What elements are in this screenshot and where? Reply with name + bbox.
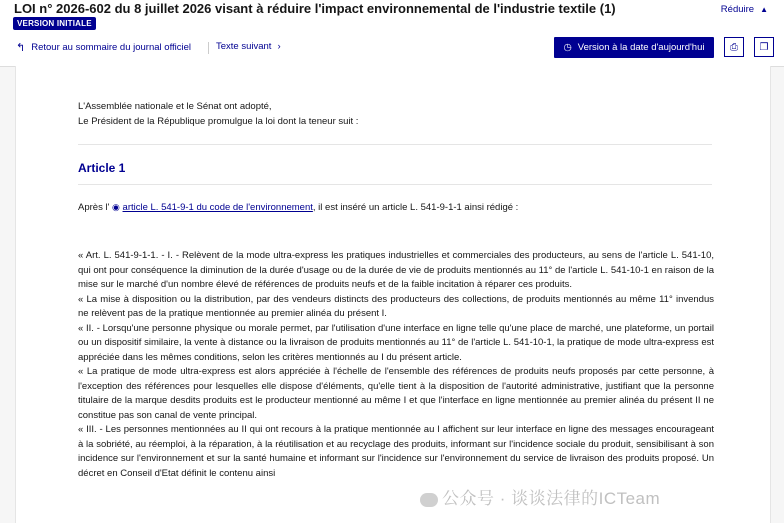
- watermark: [420, 484, 660, 509]
- article-reference: [78, 200, 714, 216]
- next-text-link[interactable]: [216, 41, 281, 52]
- preamble-line-1: L'Assemblée nationale et le Sénat ont adopté,: [78, 101, 272, 112]
- print-button[interactable]: [724, 37, 744, 57]
- copy-icon: ❐: [759, 41, 769, 53]
- next-label: Texte suivant: [216, 41, 272, 52]
- back-to-summary-link[interactable]: [16, 41, 191, 54]
- reduce-button[interactable]: [721, 4, 768, 15]
- back-label: Retour au sommaire du journal officiel: [31, 42, 192, 53]
- article-paragraph: « II. - Lorsqu'une personne physique ou morale permet, par l'utilisation d'une interface en ligne telle qu'une place de marché, une plateforme, un portail ou un dispositif similaire, la vente à distance ou la livraison de produits mentionnés au 11° de l'article L. 541-10-1, la pratique de mode ultra-express est appréciée dans les mêmes conditions, selon les critères mentionnés au I du présent article.: [78, 322, 714, 363]
- divider: [78, 144, 712, 145]
- clock-icon: ◷: [563, 42, 572, 53]
- wechat-icon: [420, 493, 438, 507]
- return-arrow-icon: ↰: [16, 42, 26, 54]
- preamble: [78, 100, 714, 129]
- copy-button[interactable]: [754, 37, 774, 57]
- chevron-right-icon: ›: [277, 41, 281, 52]
- preamble-line-2: Le Président de la République promulgue la loi dont la teneur suit :: [78, 115, 359, 127]
- article-paragraph: « Art. L. 541-9-1-1. - I. - Relèvent de la mode ultra-express les pratiques industrielles et commerciales des producteurs, au sens de l'article L. 541-10, qui ont pour conséquence la diminution de la durée d'usage ou de la durée de vie de produits mentionnés au 11° de l'article L. 541-10-1 en raison de la mise sur le marché d'un nombre élevé de références de produits neufs et de la faible incitation à réparer ces produits.: [78, 250, 714, 290]
- divider: [78, 184, 712, 185]
- reduce-label: Réduire: [720, 4, 755, 15]
- printer-icon: ⎙: [730, 41, 738, 53]
- ref-suffix: , il est inséré un article L. 541-9-1-1 ainsi rédigé :: [312, 202, 519, 213]
- chevron-up-icon: ▲: [760, 5, 768, 14]
- top-bar: [0, 0, 784, 67]
- article-link[interactable]: article L. 541-9-1 du code de l'environnement: [122, 202, 313, 213]
- version-badge: VERSION INITIALE: [13, 17, 96, 30]
- current-version-button[interactable]: [554, 37, 714, 58]
- page-title: LOI n° 2026-602 du 8 juillet 2026 visant à réduire l'impact environnemental de l'industrie textile (1): [14, 1, 616, 16]
- watermark-text: 公众号 · 谈谈法律的ICTeam: [442, 489, 661, 508]
- article-paragraph: « La mise à disposition ou la distribution, par des vendeurs distincts des producteurs des collections, de produits mentionnés au même 11° invendus ne relèvent pas de la pratique mentionnée au premier alinéa du présent I.: [78, 293, 714, 319]
- article-paragraph: « III. - Les personnes mentionnées au II qui ont recours à la pratique mentionnée au I affichent sur leur interface en ligne des messages encourageant à la sobriété, au réemploi, à la réparation, à la réutilisation et au recyclage des produits, informant sur l'incidence sociale du produit, sensibilisant à son incidence sur l'environnement et sur la santé humaine et informant sur l'incidence sur l'environnement du service de livraison des produits proposé. Un décret en Conseil d'Etat définit le contenu ainsi: [78, 424, 714, 479]
- ref-prefix: Après l': [78, 202, 110, 213]
- version-label: Version à la date d'aujourd'hui: [577, 42, 705, 53]
- nav-divider: [208, 42, 209, 54]
- article-heading: Article 1: [78, 161, 126, 175]
- link-icon: ◉: [112, 202, 120, 212]
- article-body: [78, 249, 714, 481]
- article-paragraph: « La pratique de mode ultra-express est alors appréciée à l'échelle de l'ensemble des références de produits neufs proposés par cette personne, à l'exception des références pour lesquelles elle dispose d'éléments, qu'elle tient à la disposition de l'autorité administrative, justifiant que la personne titulaire de la marque desdits produits est le producteur mentionné au même I et que l'interface en ligne mentionnée au premier alinéa du présent II ne constitue pas son canal de vente principal.: [78, 366, 714, 421]
- document-panel: [15, 66, 771, 523]
